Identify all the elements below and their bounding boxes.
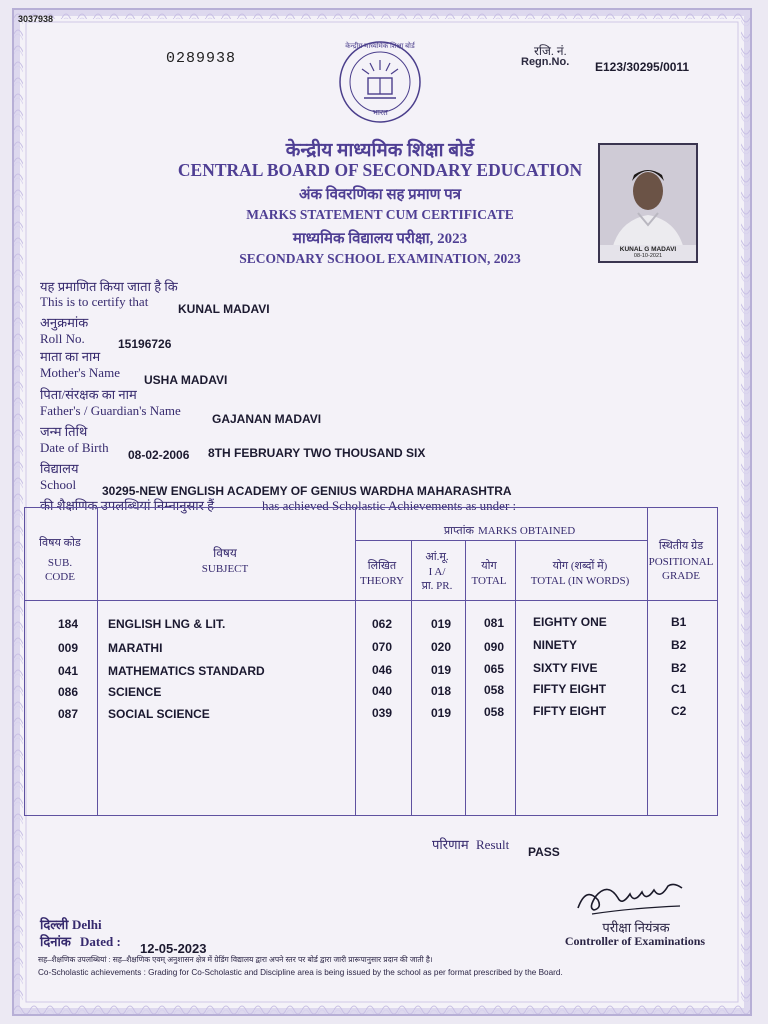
row-total-words: EIGHTY ONE [533,615,607,629]
header-words-hindi: योग (शब्दों में) [552,560,608,572]
dated-label-hindi: दिनांक [40,934,71,949]
exam-name: SECONDARY SCHOOL EXAMINATION, 2023 [239,251,521,266]
row-subject: SCIENCE [108,685,162,699]
row-total-words: FIFTY EIGHT [533,682,607,696]
row-subject: MARATHI [108,641,163,655]
row-code: 086 [58,685,79,699]
serial-number: 0289938 [166,50,237,67]
row-grade: C2 [671,704,687,718]
certificate-title-hindi: अंक विवरणिका सह प्रमाण पत्र [299,187,461,203]
regn-label: Regn.No. [521,56,570,68]
achievements-label-hindi: की शैक्षणिक उपलब्धियां निम्नानुसार हैं [40,498,215,513]
row-total-words: FIFTY EIGHT [533,704,607,718]
board-name-hindi: केन्द्रीय माध्यमिक शिक्षा बोर्ड [285,140,475,161]
controller-title-hindi: परीक्षा नियंत्रक [602,920,670,935]
header-ia: I A/ [428,566,446,578]
result-value: PASS [528,845,560,859]
header-grade-hindi: स्थितीय ग्रेड [658,540,704,552]
header-words: TOTAL (IN WORDS) [530,575,630,587]
school-label-hindi: विद्यालय [40,461,79,476]
row-total-words: SIXTY FIVE [533,661,598,675]
row-grade: B1 [671,615,687,629]
co-scholastic-note: Co-Scholastic achievements : Grading for Co-Scholastic and Discipline area is being issued by the school as per format prescribed by the Board. [38,968,563,977]
row-grade: B2 [671,661,687,675]
row-ia: 019 [431,617,452,631]
header-subject: SUBJECT [201,563,249,575]
row-theory: 062 [372,617,393,631]
controller-title: Controller of Examinations [564,934,706,948]
row-code: 087 [58,707,79,721]
controller-signature-icon [572,878,692,922]
row-theory: 039 [372,706,393,720]
row-total: 058 [484,683,505,697]
row-subject: MATHEMATICS STANDARD [108,664,265,678]
co-scholastic-note-hindi: सह–शैक्षणिक उपलब्धियां : सह–शैक्षणिक एवम् अनुशासन क्षेत्र में ग्रेडिंग विद्यालय द्वारा अपने स्तर पर बोर्ड द्वारा जारी प्रारूपानुसार प्रदान की जाती है। [38,955,433,964]
row-ia: 019 [431,706,452,720]
regn-number: E123/30295/0011 [595,60,690,74]
student-photo [598,143,698,263]
father-label-hindi: पिता/संरक्षक का नाम [40,387,137,402]
photo-caption-date: 08-10-2021 [633,253,663,259]
header-grade-line2: GRADE [662,570,700,582]
mother-label-hindi: माता का नाम [40,349,101,364]
row-total: 081 [484,616,505,630]
header-code-line2: CODE [45,571,75,583]
row-total: 065 [484,662,505,676]
school-name: 30295-NEW ENGLISH ACADEMY OF GENIUS WARDHA MAHARASHTRA [102,484,512,498]
date-of-birth-words: 8TH FEBRUARY TWO THOUSAND SIX [208,446,426,460]
achievements-label: has achieved Scholastic Achievements as under : [262,498,517,513]
row-code: 041 [58,664,79,678]
header-total: TOTAL [471,575,507,587]
header-theory-hindi: लिखित [367,560,397,572]
row-ia: 018 [431,684,452,698]
certify-label: This is to certify that [40,294,149,309]
row-theory: 040 [372,684,393,698]
header-total-hindi: योग [481,560,497,572]
header-marks: MARKS OBTAINED [478,525,576,537]
row-total: 058 [484,705,505,719]
mother-label: Mother's Name [40,365,120,380]
father-label: Father's / Guardian's Name [40,403,181,418]
roll-label-hindi: अनुक्रमांक [40,315,89,330]
certificate-title: MARKS STATEMENT CUM CERTIFICATE [246,207,514,222]
mother-name: USHA MADAVI [144,373,228,387]
header-code: SUB. [47,557,73,569]
roll-number: 15196726 [118,337,172,351]
photo-caption-name: KUNAL G MADAVI [619,246,677,253]
header-theory: THEORY [360,575,404,587]
dob-label-hindi: जन्म तिथि [40,424,88,439]
header-grade: POSITIONAL [648,556,714,568]
student-name: KUNAL MADAVI [178,302,270,316]
header-subject-hindi: विषय [213,546,237,560]
header-code-hindi: विषय कोड [39,537,81,549]
roll-label: Roll No. [40,331,85,346]
row-subject: SOCIAL SCIENCE [108,707,210,721]
row-theory: 046 [372,663,393,677]
row-ia: 020 [431,640,452,654]
result-label: Result [476,837,510,852]
row-code: 184 [58,617,79,631]
board-name: CENTRAL BOARD OF SECONDARY EDUCATION [177,160,583,180]
result-label-hindi: परिणाम [432,837,469,852]
row-grade: C1 [671,682,687,696]
header-ia-hindi: आं.मू. [425,551,449,563]
row-total-words: NINETY [533,638,578,652]
place-label-hindi: दिल्ली [40,917,69,932]
exam-name-hindi: माध्यमिक विद्यालय परीक्षा, 2023 [292,231,468,247]
dated-label: Dated : [80,934,121,949]
certify-label-hindi: यह प्रमाणित किया जाता है कि [40,279,178,294]
row-grade: B2 [671,638,687,652]
row-total: 090 [484,640,505,654]
emblem-ring-text: केन्द्रीय माध्यमिक शिक्षा बोर्ड [345,42,415,50]
father-name: GAJANAN MADAVI [212,412,322,426]
row-theory: 070 [372,640,393,654]
issue-date: 12-05-2023 [140,941,207,956]
place-label: Delhi [72,917,102,932]
date-of-birth: 08-02-2006 [128,448,190,462]
school-label: School [40,477,77,492]
emblem-bottom-text: भारत [372,108,388,117]
row-code: 009 [58,641,79,655]
header-ia-line2: प्रा. PR. [421,580,453,592]
regn-label-hindi: रजि. नं. [534,44,567,58]
row-ia: 019 [431,663,452,677]
student-portrait-icon [600,145,696,261]
header-marks-hindi: प्राप्तांक [443,525,474,537]
row-subject: ENGLISH LNG & LIT. [108,617,226,631]
dob-label: Date of Birth [40,440,109,455]
corner-serial: 3037938 [18,14,54,24]
